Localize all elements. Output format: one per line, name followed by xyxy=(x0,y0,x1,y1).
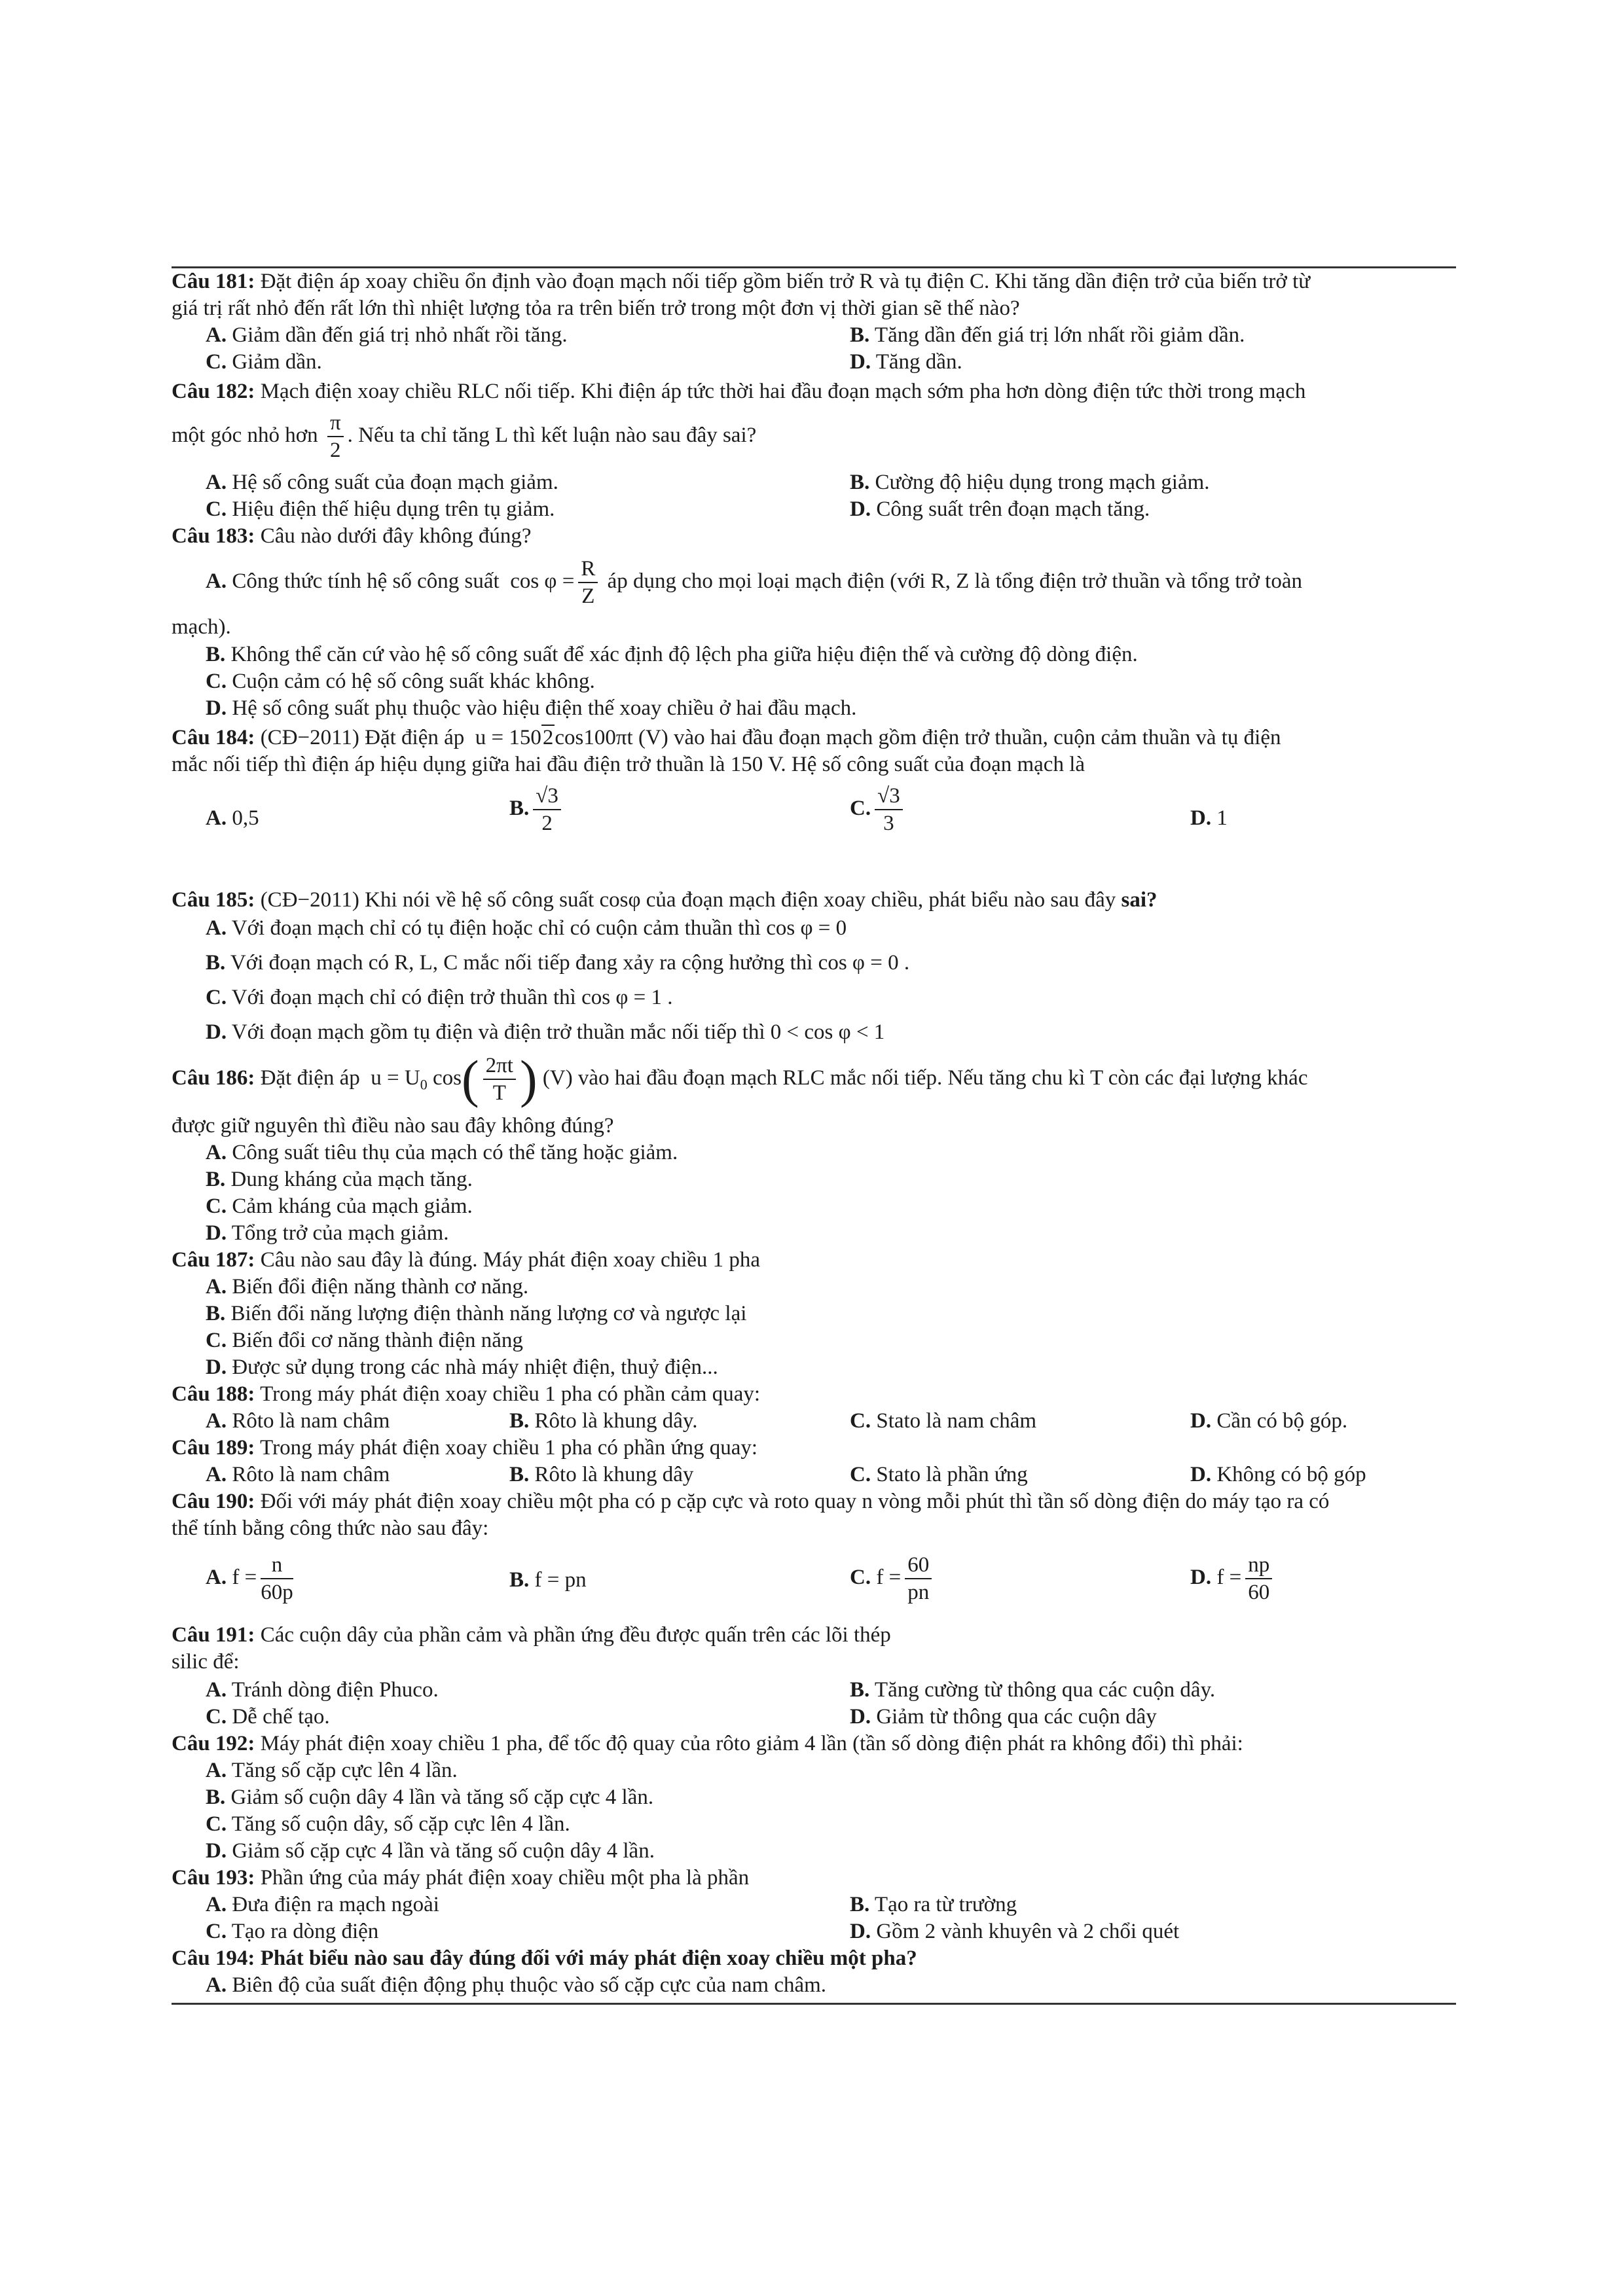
q191-option-a: A. Tránh dòng điện Phuco. xyxy=(206,1678,439,1702)
q191-stem: Câu 191: Các cuộn dây của phần cảm và phần ứng đều được quấn trên các lõi thép xyxy=(172,1623,891,1647)
q188-option-b: B. Rôto là khung dây. xyxy=(509,1409,698,1433)
q183-option-c: C. Cuộn cảm có hệ số công suất khác không. xyxy=(206,670,595,693)
q189-option-a: A. Rôto là nam châm xyxy=(206,1463,390,1486)
q181-option-c: C. Giảm dần. xyxy=(206,350,322,374)
q189-stem: Câu 189: Trong máy phát điện xoay chiều 1 pha có phần ứng quay: xyxy=(172,1436,758,1460)
q186-fraction: $\frac{2\pi t}{T}$ xyxy=(483,1052,516,1106)
q183-fraction: $\frac{R}{Z}$ xyxy=(578,556,598,609)
q190-option-a: A. f = $\frac{n}{60p}$ xyxy=(206,1553,293,1605)
q191-stem-2: silic để: xyxy=(172,1650,240,1674)
q183-stem: Câu 183: Câu nào dưới đây không đúng? xyxy=(172,524,532,548)
q192-option-a: A. Tăng số cặp cực lên 4 lần. xyxy=(206,1759,458,1782)
q187-option-a: A. Biến đổi điện năng thành cơ năng. xyxy=(206,1275,529,1299)
q183-option-a: A. Công thức tính hệ số công suất cos φ = $\frac{R}{Z}$ áp dụng cho mọi loại mạch điện (với R, Z là tổng điện trở thuần và tổng trở toàn xyxy=(206,557,1302,609)
q181-text1: Đặt điện áp xoay chiều ổn định vào đoạn mạch nối tiếp gồm biến trở R và tụ điện C. Khi tăng dần điện trở của biến trở từ xyxy=(260,270,1311,293)
q191-option-d: D. Giảm từ thông qua các cuộn dây xyxy=(850,1705,1157,1729)
q181-stem-2: giá trị rất nhỏ đến rất lớn thì nhiệt lượng tỏa ra trên biến trở trong một đơn vị thời gian sẽ thế nào? xyxy=(172,296,1020,320)
q190-option-d: D. f = $\frac{np}{60}$ xyxy=(1190,1551,1276,1605)
q192-stem: Câu 192: Máy phát điện xoay chiều 1 pha, để tốc độ quay của rôto giảm 4 lần (tần số dòng điện phát ra không đổi) thì phải: xyxy=(172,1732,1243,1755)
q183-option-a-cont: mạch). xyxy=(172,615,231,639)
q181-label: Câu 181: xyxy=(172,270,255,293)
q182-option-c: C. Hiệu điện thế hiệu dụng trên tụ giảm. xyxy=(206,497,555,521)
q193-option-a: A. Đưa điện ra mạch ngoài xyxy=(206,1893,439,1916)
q184-option-c: C. $\frac{√3}{3}$ xyxy=(850,782,907,836)
q182-option-a: A. Hệ số công suất của đoạn mạch giảm. xyxy=(206,471,558,494)
q184-option-a: A. 0,5 xyxy=(206,806,259,830)
q182-stem: Câu 182: Mạch điện xoay chiều RLC nối tiếp. Khi điện áp tức thời hai đầu đoạn mạch sớm pha hơn dòng điện tức thời trong mạch xyxy=(172,380,1306,403)
q187-stem: Câu 187: Câu nào sau đây là đúng. Máy phát điện xoay chiều 1 pha xyxy=(172,1248,761,1272)
q185-option-b: B. Với đoạn mạch có R, L, C mắc nối tiếp đang xảy ra cộng hưởng thì cos φ = 0 . xyxy=(206,951,910,975)
q186-stem: Câu 186: Đặt điện áp $u = U_0$ cos( $\frac{2\pi t}{T}$ ) (V) vào hai đầu đoạn mạch RLC mắc nối tiếp. Nếu tăng chu kì T còn các đại lượng khác xyxy=(172,1050,1308,1109)
q185-stem: Câu 185: (CĐ−2011) Khi nói về hệ số công suất cosφ của đoạn mạch điện xoay chiều, phát biểu nào sau đây sai? xyxy=(172,888,1158,912)
q182-stem-2: một góc nhỏ hơn $\frac{\pi}{2}$ . Nếu ta chỉ tăng L thì kết luận nào sau đây sai? xyxy=(172,411,757,463)
q192-option-d: D. Giảm số cặp cực 4 lần và tăng số cuộn dây 4 lần. xyxy=(206,1839,655,1863)
q190-stem: Câu 190: Đối với máy phát điện xoay chiều một pha có p cặp cực và roto quay n vòng mỗi phút thì tần số dòng điện do máy tạo ra có xyxy=(172,1490,1330,1513)
q187-option-c: C. Biến đổi cơ năng thành điện năng xyxy=(206,1329,523,1352)
q188-stem: Câu 188: Trong máy phát điện xoay chiều 1 pha có phần cảm quay: xyxy=(172,1382,761,1406)
q181-stem xyxy=(172,268,1310,295)
q193-option-c: C. Tạo ra dòng điện xyxy=(206,1920,379,1943)
q186-option-a: A. Công suất tiêu thụ của mạch có thể tăng hoặc giảm. xyxy=(206,1141,678,1164)
q190-stem-2: thể tính bằng công thức nào sau đây: xyxy=(172,1516,489,1540)
q193-option-d: D. Gồm 2 vành khuyên và 2 chổi quét xyxy=(850,1920,1180,1943)
q187-option-b: B. Biến đổi năng lượng điện thành năng lượng cơ và ngược lại xyxy=(206,1302,747,1325)
q192-option-c: C. Tăng số cuộn dây, số cặp cực lên 4 lần. xyxy=(206,1812,570,1836)
q182-option-b: B. Cường độ hiệu dụng trong mạch giảm. xyxy=(850,471,1210,494)
q193-stem: Câu 193: Phần ứng của máy phát điện xoay chiều một pha là phần xyxy=(172,1866,750,1890)
q186-stem-2: được giữ nguyên thì điều nào sau đây không đúng? xyxy=(172,1114,614,1138)
q181-option-d: D. Tăng dần. xyxy=(850,350,962,374)
q189-option-d: D. Không có bộ góp xyxy=(1190,1463,1366,1486)
q193-option-b: B. Tạo ra từ trường xyxy=(850,1893,1017,1916)
q194-option-a: A. Biên độ của suất điện động phụ thuộc vào số cặp cực của nam châm. xyxy=(206,1973,827,1997)
q182-option-d: D. Công suất trên đoạn mạch tăng. xyxy=(850,497,1150,521)
q181-option-b: B. Tăng dần đến giá trị lớn nhất rồi giảm dần. xyxy=(850,323,1245,347)
q185-option-c: C. Với đoạn mạch chỉ có điện trở thuần thì cos φ = 1 . xyxy=(206,986,673,1009)
q182-fraction: $\frac{\pi}{2}$ xyxy=(327,410,344,463)
q192-option-b: B. Giảm số cuộn dây 4 lần và tăng số cặp cực 4 lần. xyxy=(206,1785,654,1809)
q183-option-b: B. Không thể căn cứ vào hệ số công suất để xác định độ lệch pha giữa hiệu điện thế và cường độ dòng điện. xyxy=(206,643,1138,666)
q185-option-d: D. Với đoạn mạch gồm tụ điện và điện trở thuần mắc nối tiếp thì 0 < cos φ < 1 xyxy=(206,1020,885,1044)
q191-option-b: B. Tăng cường từ thông qua các cuộn dây. xyxy=(850,1678,1216,1702)
q186-option-d: D. Tổng trở của mạch giảm. xyxy=(206,1221,449,1245)
q185-option-a: A. Với đoạn mạch chỉ có tụ điện hoặc chỉ có cuộn cảm thuần thì cos φ = 0 xyxy=(206,916,847,940)
q181-option-a: A. Giảm dần đến giá trị nhỏ nhất rồi tăng. xyxy=(206,323,568,347)
q184-stem: Câu 184: (CĐ−2011) Đặt điện áp u = 1502cos100πt (V) vào hai đầu đoạn mạch gồm điện trở thuần, cuộn cảm thuần và tụ điện xyxy=(172,726,1281,749)
q188-option-d: D. Cần có bộ góp. xyxy=(1190,1409,1348,1433)
q183-option-d: D. Hệ số công suất phụ thuộc vào hiệu điện thế xoay chiều ở hai đầu mạch. xyxy=(206,696,857,720)
q194-stem: Câu 194: Phát biểu nào sau đây đúng đối với máy phát điện xoay chiều một pha? xyxy=(172,1946,917,1970)
bottom-rule xyxy=(172,2003,1456,2005)
q189-option-c: C. Stato là phần ứng xyxy=(850,1463,1028,1486)
q190-option-c: C. f = $\frac{60}{pn}$ xyxy=(850,1551,936,1605)
q191-option-c: C. Dễ chế tạo. xyxy=(206,1705,330,1729)
q188-option-c: C. Stato là nam châm xyxy=(850,1409,1037,1433)
q188-option-a: A. Rôto là nam châm xyxy=(206,1409,390,1433)
q186-option-b: B. Dung kháng của mạch tăng. xyxy=(206,1168,473,1191)
q187-option-d: D. Được sử dụng trong các nhà máy nhiệt điện, thuỷ điện... xyxy=(206,1355,718,1379)
q184-option-b: B. $\frac{√3}{2}$ xyxy=(509,782,565,836)
q184-stem-2: mắc nối tiếp thì điện áp hiệu dụng giữa hai đầu điện trở thuần là 150 V. Hệ số công suất của đoạn mạch là xyxy=(172,753,1085,776)
q186-option-c: C. Cảm kháng của mạch giảm. xyxy=(206,1194,473,1218)
q189-option-b: B. Rôto là khung dây xyxy=(509,1463,694,1486)
q184-option-d: D. 1 xyxy=(1190,806,1228,830)
q190-option-b: B. f = pn xyxy=(509,1568,587,1592)
